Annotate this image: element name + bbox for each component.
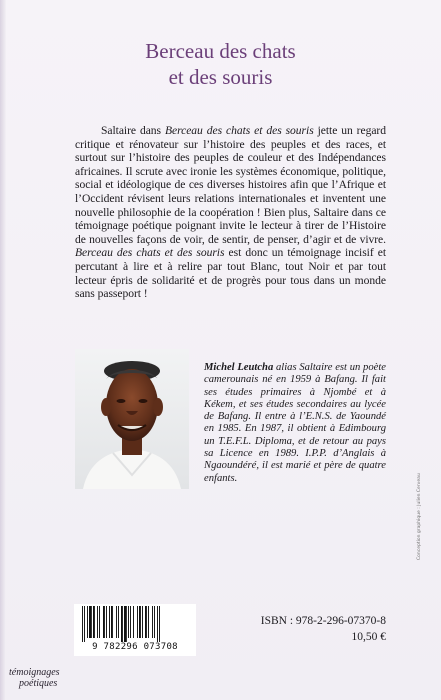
book-price: 10,50 € xyxy=(351,631,386,643)
barcode-bar xyxy=(139,606,141,638)
barcode-bar xyxy=(118,606,119,638)
barcode-bar xyxy=(159,606,160,642)
barcode-bar xyxy=(148,606,149,638)
blurb-title-ref-2: Berceau des chats et des souris xyxy=(75,246,225,260)
barcode-bar xyxy=(116,606,117,638)
barcode-bar xyxy=(145,606,147,638)
blurb-text-3: est donc un témoignage incisif et percutant à lire et à relire par tout Blanc, tout Noir et par tout lecteur épris de solidarité et de progrès pour tous dans un monde sans passeport ! xyxy=(75,246,386,301)
barcode-bar xyxy=(130,606,131,638)
blurb-text-2: jette un regard critique et rénovateur sur l’histoire des peuples et des races, et surtout sur l’histoire des peuples de couleur et des Indépendances africaines. Il scrute avec ironie les systèmes économique, politique, social et idéologique de ces diverses histoires afin que l’Afrique et l’Occident révisent leurs relations internationales et inventent une nouvelle philosophie de la coopération ! Bien plus, Saltaire dans ce témoignage poétique poignant invite le lecteur à tirer de l’Histoire de nouvelles façons de voir, de sentir, de penser, d’agir et de vivre. xyxy=(75,124,386,246)
barcode-digits: 9 782296 073708 xyxy=(92,642,178,652)
collection-line-1: témoignages xyxy=(9,667,60,678)
barcode-bar xyxy=(154,606,155,638)
barcode-bar xyxy=(87,606,88,638)
barcode-bar xyxy=(152,606,153,638)
author-name: Michel Leutcha xyxy=(204,362,274,373)
barcode-bar xyxy=(111,606,113,638)
blurb-title-ref-1: Berceau des chats et des souris xyxy=(164,124,314,137)
author-bio-text: alias Saltaire est un poète camerounais né en 1959 à Bafang. Il fait ses études primaires à Njombé et à Kékem, et ses études secondaires au lycée de Bafang. Il entre à l’E.N.S. de Yaoundé en 1985. En 1987, il obtient à Edimbourg un T.E.F.L. Diploma, et de retour au pays sa Licence en 1989. I.P.P. d’Anglais à Ngaoundéré, il est marié et père de quatre enfants. xyxy=(204,362,386,484)
barcode-bar xyxy=(99,606,100,638)
book-title-line-1: Berceau des chats xyxy=(145,39,296,63)
barcode-bar xyxy=(82,606,83,642)
barcode-bar xyxy=(124,606,127,642)
book-title-line-2: et des souris xyxy=(168,65,273,89)
collection-logo xyxy=(9,667,89,689)
isbn-barcode xyxy=(74,604,196,656)
isbn-number: ISBN : 978-2-296-07370-8 xyxy=(260,615,386,627)
barcode-bar xyxy=(106,606,107,638)
blurb-text-1: Saltaire dans xyxy=(101,124,165,137)
barcode-bar xyxy=(142,606,143,638)
book-title xyxy=(0,38,441,90)
author-photo xyxy=(75,349,189,489)
design-credit: Conception graphique : Julien Cerveau xyxy=(417,473,422,560)
spine-edge xyxy=(0,0,6,700)
barcode-bar xyxy=(133,606,134,638)
barcode-bar xyxy=(109,606,110,638)
barcode-bar xyxy=(93,606,95,638)
barcode-bar xyxy=(128,606,129,638)
barcode-bars xyxy=(80,606,190,642)
barcode-bar xyxy=(84,606,85,642)
barcode-bar xyxy=(89,606,92,638)
collection-line-2: poétiques xyxy=(19,678,58,689)
barcode-bar xyxy=(103,606,105,638)
barcode-bar xyxy=(157,606,158,642)
barcode-bar xyxy=(137,606,138,638)
back-cover-blurb xyxy=(75,124,386,301)
author-biography xyxy=(204,362,386,485)
barcode-bar xyxy=(121,606,123,642)
author-portrait-image xyxy=(75,349,189,489)
barcode-bar xyxy=(97,606,98,638)
